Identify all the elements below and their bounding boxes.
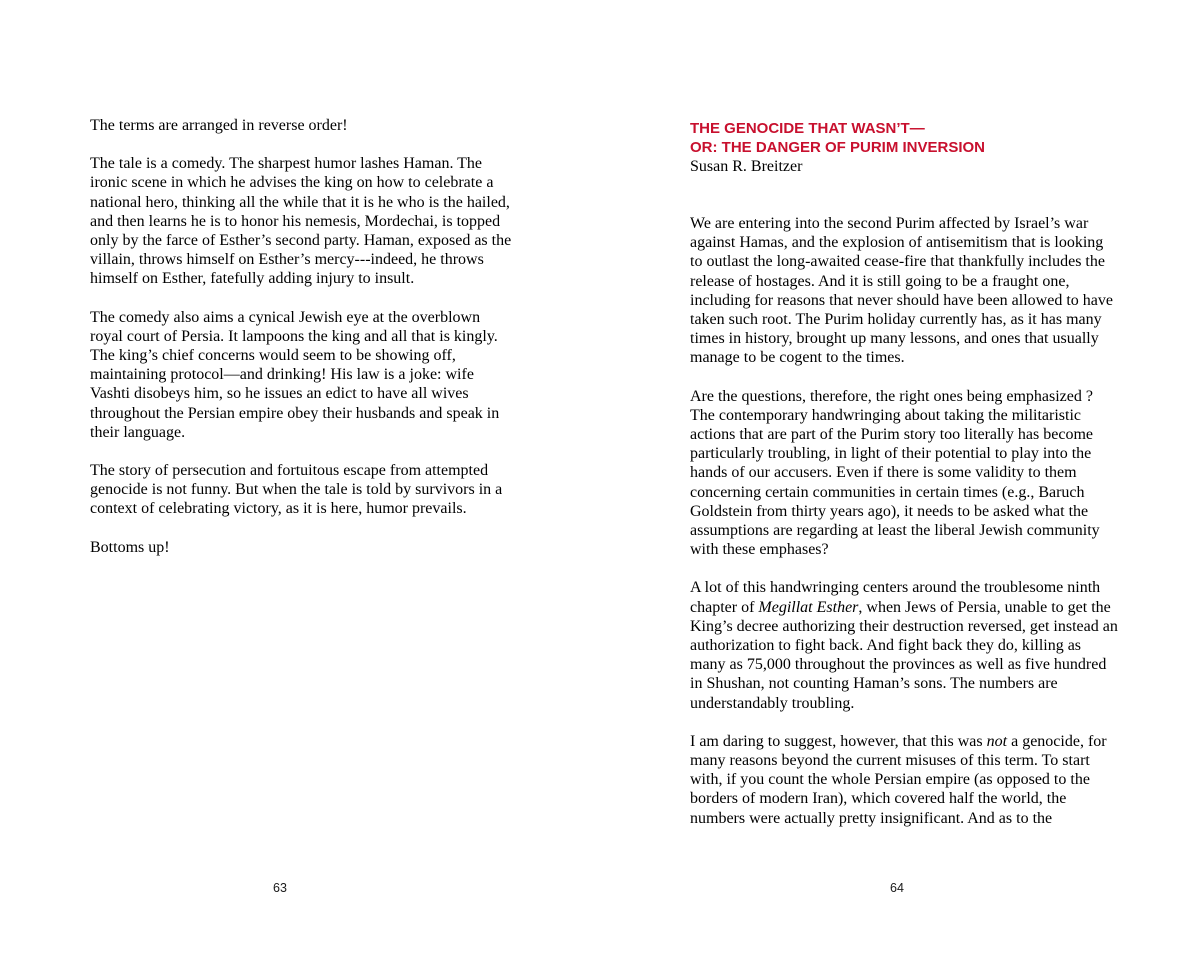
article-header [690, 119, 1120, 176]
right-page-text-column [690, 214, 1118, 828]
text-run: , when Jews of Persia, unable to get the King’s decree authorizing their destruction reversed, get instead an authorization to fight back. And fight back they do, killing as many as 75,000 throughout the provinces as well as five hundred in Shushan, not counting Haman’s sons. The numbers are understandably troubling. [690, 598, 1118, 712]
text-run: I am daring to suggest, however, that this was [690, 732, 987, 750]
article-byline: Susan R. Breitzer [690, 158, 803, 175]
page-number-left: 63 [273, 881, 287, 895]
text-run: We are entering into the second Purim affected by Israel’s war against Hamas, and the explosion of antisemitism that is looking to outlast the long-awaited cease-fire that thankfully includes the release of hostages. And it is still going to be a fraught one, including for reasons that never should have been allowed to have taken such root. The Purim holiday currently has, as it has many times in history, brought up many lessons, and ones that usually manage to be cogent to the times. [690, 215, 1113, 367]
paragraph [90, 461, 516, 519]
paragraph [690, 732, 1118, 828]
text-run: The story of persecution and fortuitous escape from attempted genocide is not funny. But when the tale is told by survivors in a context of celebrating victory, as it is here, humor prevails. [90, 462, 503, 518]
text-run: The terms are arranged in reverse order! [90, 117, 348, 134]
left-page-text-column [90, 116, 516, 557]
text-run: a genocide, for many reasons beyond the current misuses of this term. To start with, if you count the whole Persian empire (as opposed to the borders of modern Iran), which covered half the world, the numbers were actually pretty insignificant. And as to the [690, 732, 1107, 827]
paragraph [90, 308, 516, 442]
text-run: Are the questions, therefore, the right ones being emphasized ? The contemporary handwringing about taking the militaristic actions that are part of the Purim story too literally has become particularly troubling, in light of their potential to play into the hands of our accusers. Even if there is some validity to them concerning certain communities in certain times (e.g., Baruch Goldstein from thirty years ago), it needs to be asked what the assumptions are regarding at least the liberal Jewish community with these emphases? [690, 387, 1100, 559]
italic-text-run: Megillat Esther [758, 598, 859, 616]
paragraph [690, 214, 1118, 368]
article-title-line1: THE GENOCIDE THAT WASN’T— [690, 120, 925, 137]
article-title [690, 119, 1120, 157]
page-number-right: 64 [890, 881, 904, 895]
paragraph [690, 578, 1118, 712]
paragraph [690, 387, 1118, 560]
text-run: A lot of this handwringing centers around the troublesome ninth chapter of [690, 579, 1101, 616]
article-title-line2: OR: THE DANGER OF PURIM INVERSION [690, 139, 986, 156]
paragraph [90, 154, 516, 288]
text-run: Bottoms up! [90, 538, 170, 556]
text-run: The comedy also aims a cynical Jewish eye at the overblown royal court of Persia. It lampoons the king and all that is kingly. The king’s chief concerns would seem to be showing off, maintaining protocol—and drinking! His law is a joke: wife Vashti disobeys him, so he issues an edict to have all wives throughout the Persian empire obey their husbands and speak in their language. [90, 308, 500, 441]
paragraph [90, 538, 516, 557]
text-run: The tale is a comedy. The sharpest humor lashes Haman. The ironic scene in which he advises the king on how to celebrate a national hero, thinking all the while that it is he who is the hailed, and then learns he is to honor his nemesis, Mordechai, is topped only by the farce of Esther’s second party. Haman, exposed as the villain, throws himself on Esther’s mercy---indeed, he throws himself on Esther, fatefully adding injury to insult. [90, 155, 512, 288]
italic-text-run: not [986, 732, 1008, 750]
paragraph [90, 116, 516, 135]
